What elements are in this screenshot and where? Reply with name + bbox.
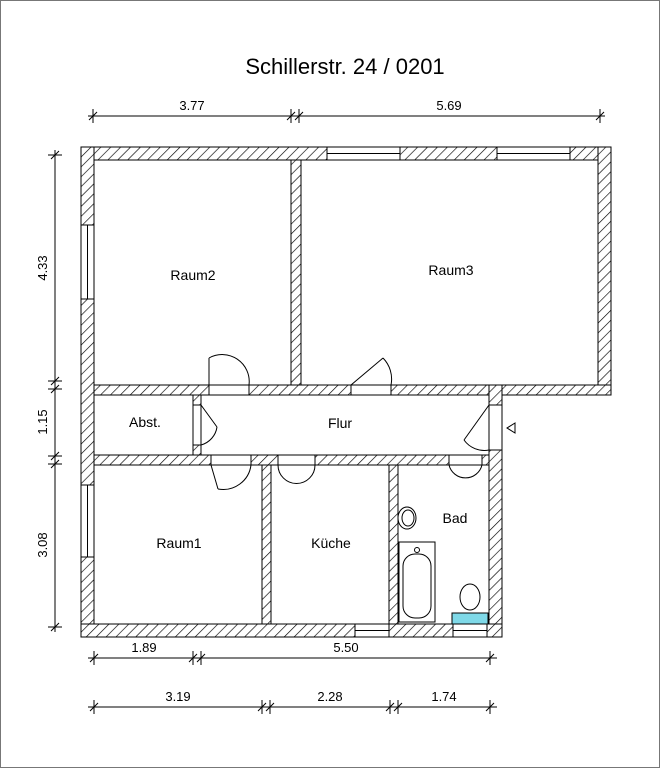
window-raum1: [81, 485, 94, 557]
room-label-raum3: Raum3: [428, 262, 474, 278]
door-raum3: [351, 358, 392, 395]
door-abst: [193, 405, 217, 445]
window-raum3-left: [327, 147, 400, 160]
dim-top-left: 3.77: [179, 98, 205, 113]
entrance-arrow-icon: [507, 423, 515, 433]
window-raum2: [81, 225, 94, 299]
dim-left-top: 4.33: [35, 255, 50, 281]
dim-bottom2-a: 3.19: [165, 689, 191, 704]
wall-step: [489, 385, 611, 395]
wall-right-upper: [598, 147, 611, 395]
dim-bottom1-right: 5.50: [333, 640, 359, 655]
room-label-bad: Bad: [442, 510, 468, 526]
dim-bottom2-b: 2.28: [317, 689, 343, 704]
wall-rooms-flur: [94, 385, 489, 395]
window-kueche: [355, 624, 389, 637]
dim-left-mid: 1.15: [35, 409, 50, 435]
wall-raum2-raum3: [291, 160, 301, 385]
room-label-flur: Flur: [327, 415, 353, 431]
window-raum3-right: [497, 147, 570, 160]
dim-left-bottom: 3.08: [35, 532, 50, 558]
toilet-tank: [452, 613, 488, 624]
dim-bottom1-left: 1.89: [131, 640, 157, 655]
plan-title: Schillerstr. 24 / 0201: [245, 54, 445, 79]
room-label-abst: Abst.: [129, 414, 161, 430]
door-bad: [449, 455, 482, 478]
wall-left: [81, 147, 94, 637]
bathtub-icon: [399, 542, 435, 622]
door-raum1: [211, 455, 251, 489]
dim-top-right: 5.69: [436, 98, 462, 113]
wall-bottom: [81, 624, 502, 637]
window-bad: [453, 624, 487, 637]
room-label-kueche: Küche: [311, 535, 351, 551]
door-raum2: [209, 355, 249, 395]
room-label-raum2: Raum2: [170, 267, 216, 283]
wall-kueche-bad: [389, 465, 398, 624]
wall-raum1-kueche: [262, 465, 271, 624]
sink-icon: [398, 507, 416, 529]
toilet-icon: [452, 584, 488, 624]
walls: [81, 147, 611, 637]
door-kueche: [278, 455, 315, 484]
dim-bottom2-c: 1.74: [431, 689, 457, 704]
door-entrance: [464, 405, 502, 450]
dimension-lines: [48, 109, 605, 714]
room-label-raum1: Raum1: [156, 535, 202, 551]
